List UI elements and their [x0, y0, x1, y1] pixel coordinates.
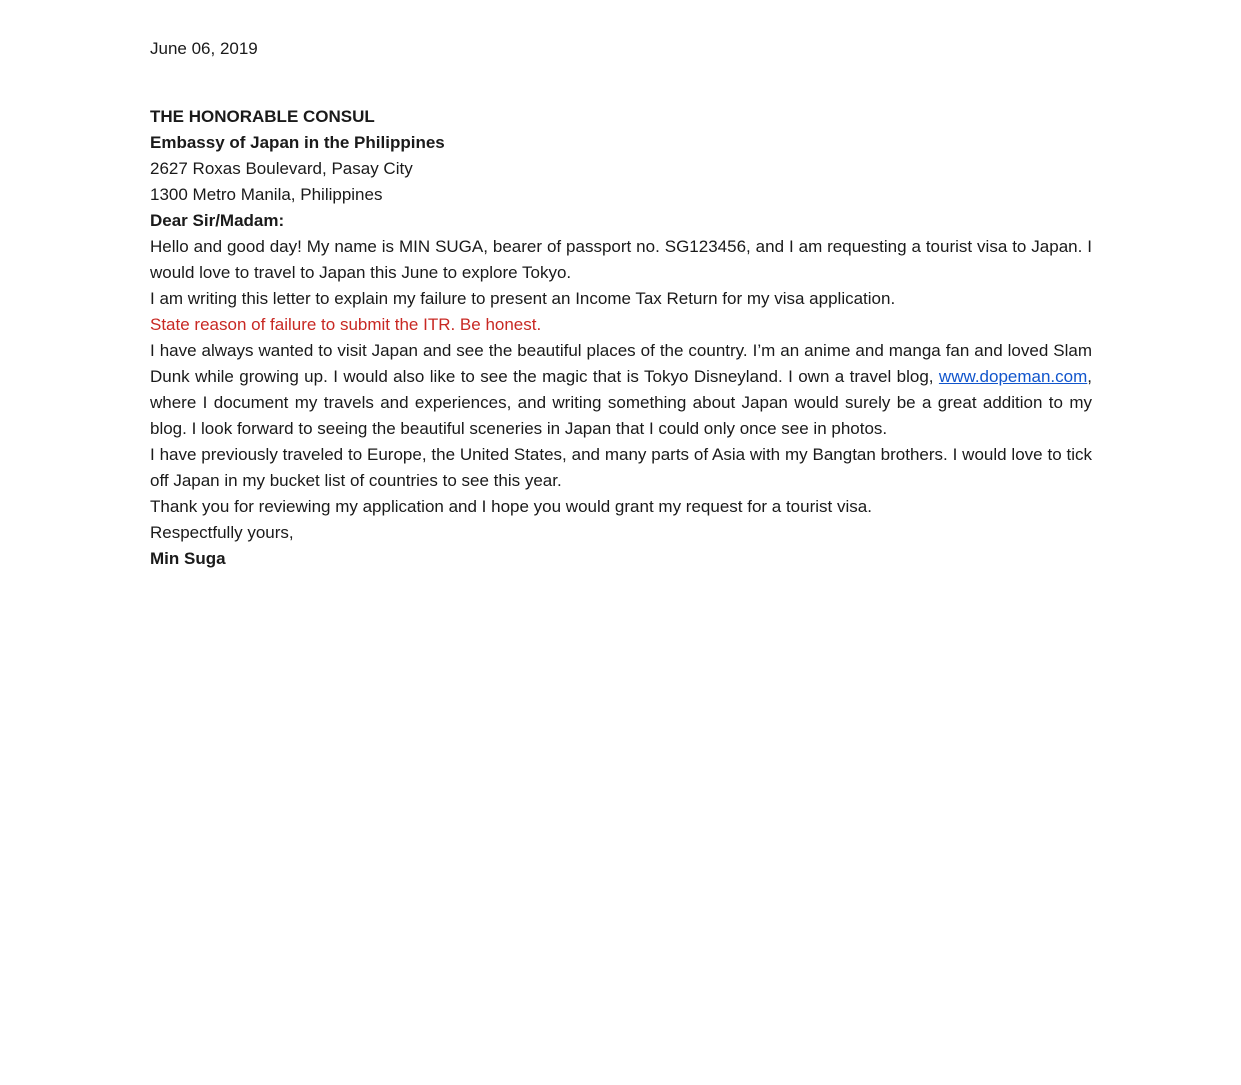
salutation: Dear Sir/Madam: [150, 211, 285, 230]
paragraph-thanks: Thank you for reviewing my application and I hope you would grant my request for a tourist visa. [150, 497, 872, 516]
recipient-address-line1: 2627 Roxas Boulevard, Pasay City [150, 159, 413, 178]
paragraph-travel-history: I have previously traveled to Europe, the United States, and many parts of Asia with my Bangtan brothers. I would love to tick off Japan in my bucket list of countries to see this year. [150, 445, 1092, 490]
letter-date: June 06, 2019 [150, 39, 258, 58]
paragraph-intro: Hello and good day! My name is MIN SUGA, bearer of passport no. SG123456, and I am requesting a tourist visa to Japan. I would love to travel to Japan this June to explore Tokyo. [150, 237, 1092, 282]
paragraph-purpose: I am writing this letter to explain my failure to present an Income Tax Return for my visa application. [150, 289, 896, 308]
signature-name: Min Suga [150, 549, 226, 568]
recipient-address-line2: 1300 Metro Manila, Philippines [150, 185, 383, 204]
blog-link[interactable]: www.dopeman.com [938, 367, 1088, 386]
reasons-text-after-link: , where I document my travels and experiences, and writing something about Japan would surely be a great addition to my blog. I look forward to seeing the beautiful sceneries in Japan that I could only once see in photos. [150, 367, 1092, 438]
reasons-text-before-link: I have always wanted to visit Japan and see the beautiful places of the country. I’m an anime and manga fan and loved Slam Dunk while growing up. I would also like to see the magic that is Tokyo Disneyland. I own a travel blog, [150, 341, 1092, 386]
instruction-note: State reason of failure to submit the ITR. Be honest. [150, 315, 542, 334]
paragraph-reasons [150, 338, 1092, 442]
recipient-title: THE HONORABLE CONSUL [150, 107, 375, 126]
recipient-block [150, 104, 1092, 208]
recipient-organization: Embassy of Japan in the Philippines [150, 133, 445, 152]
closing-line: Respectfully yours, [150, 523, 294, 542]
